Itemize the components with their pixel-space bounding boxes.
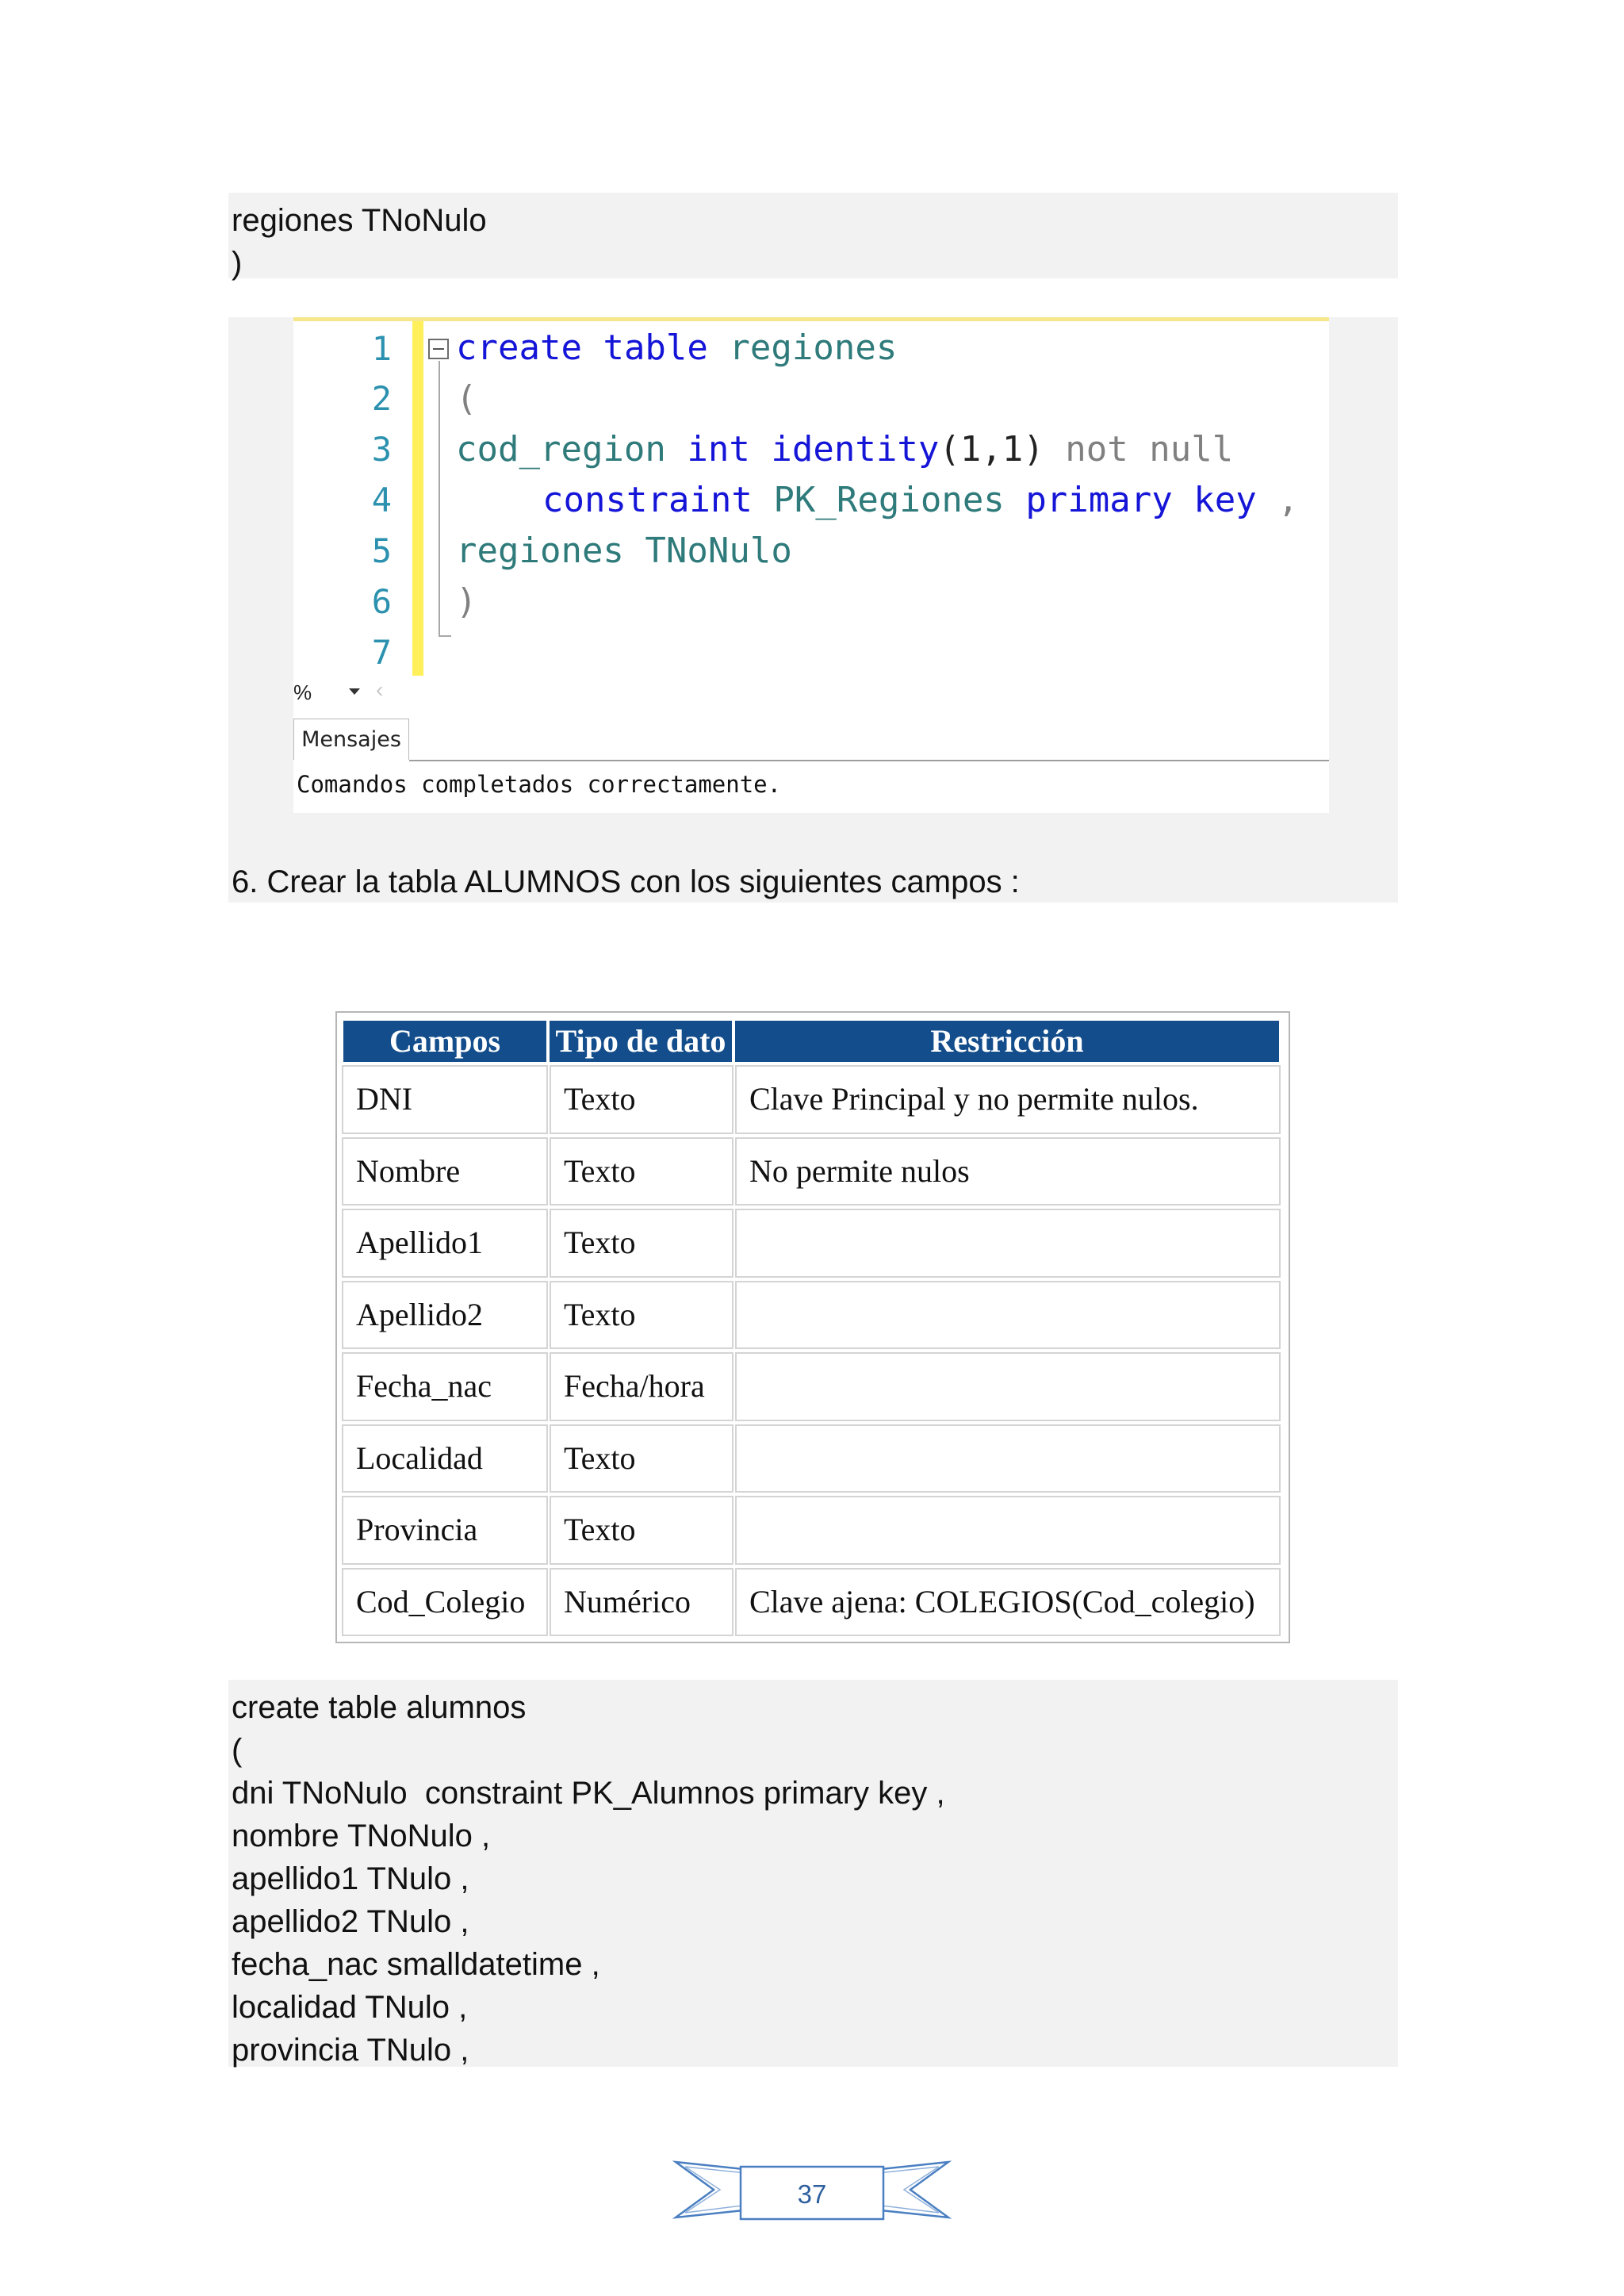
table-cell <box>735 1281 1281 1350</box>
table-cell: Nombre <box>342 1137 548 1206</box>
table-cell: Apellido1 <box>342 1209 548 1278</box>
table-cell: Texto <box>550 1209 733 1278</box>
sql-editor-screenshot-block <box>228 317 1398 903</box>
code-line: regiones TNoNulo <box>232 203 487 238</box>
step-heading: 6. Crear la tabla ALUMNOS con los siguientes campos : <box>232 864 1020 899</box>
table-cell: Localidad <box>342 1424 548 1493</box>
code-line: apellido1 TNulo , <box>232 1861 469 1896</box>
code-line-2: ( <box>456 378 477 419</box>
table-cell <box>735 1424 1281 1493</box>
code-line-3 <box>456 429 1233 470</box>
table-cell: No permite nulos <box>735 1137 1281 1206</box>
line-number: 5 <box>371 531 392 570</box>
zoom-dropdown[interactable]: % <box>293 680 312 704</box>
table-cell <box>735 1352 1281 1421</box>
code-line-5 <box>456 531 792 571</box>
column-name: regiones <box>456 531 624 571</box>
line-number: 2 <box>371 379 392 418</box>
line-number: 3 <box>371 430 392 469</box>
table-header-tipo: Tipo de dato <box>550 1021 732 1062</box>
keyword-int: int <box>687 429 750 470</box>
collapse-icon[interactable] <box>428 339 449 359</box>
keyword-identity: identity <box>771 429 940 470</box>
constraint-name: PK_Regiones <box>773 480 1005 520</box>
column-name: cod_region <box>456 429 666 470</box>
line-number: 1 <box>371 329 392 368</box>
code-line: ( <box>232 1733 243 1768</box>
table-header-campos: Campos <box>343 1021 546 1062</box>
code-text <box>232 1686 945 2072</box>
results-pane <box>293 707 1329 813</box>
keyword-create: create <box>456 328 582 368</box>
identity-args: (1,1) <box>939 429 1044 470</box>
chevron-down-icon[interactable] <box>349 688 360 695</box>
code-line: nombre TNoNulo , <box>232 1819 491 1853</box>
result-message: Comandos completados correctamente. <box>297 771 782 798</box>
line-number: 6 <box>371 582 392 621</box>
tab-divider <box>409 760 1329 761</box>
table-cell: Cod_Colegio <box>342 1568 548 1637</box>
tab-underline-gap <box>293 760 409 761</box>
code-line: localidad TNulo , <box>232 1990 468 2025</box>
table-cell <box>735 1496 1281 1565</box>
line-number: 7 <box>371 633 392 672</box>
code-text <box>232 199 487 285</box>
keyword-primary-key: primary key <box>1025 480 1257 520</box>
comma: , <box>1277 480 1299 520</box>
code-line: create table alumnos <box>232 1690 527 1725</box>
fold-guide-line <box>439 361 440 637</box>
sql-code-block <box>228 1680 1398 2067</box>
sql-editor[interactable] <box>293 317 1329 680</box>
code-line: apellido2 TNulo , <box>232 1904 469 1939</box>
table-cell: Texto <box>550 1137 733 1206</box>
table-cell: Apellido2 <box>342 1281 548 1350</box>
tab-mensajes[interactable]: Mensajes <box>293 719 409 760</box>
page-number-ribbon <box>672 2159 952 2221</box>
table-cell: Texto <box>550 1281 733 1350</box>
fold-guide-end <box>439 635 451 637</box>
scroll-left-icon[interactable]: ‹ <box>376 677 384 702</box>
table-cell: Fecha/hora <box>550 1352 733 1421</box>
code-line: fecha_nac smalldatetime , <box>232 1947 600 1982</box>
zoom-bar <box>293 676 1329 707</box>
table-cell: Texto <box>550 1496 733 1565</box>
table-header-restriccion: Restricción <box>735 1021 1279 1062</box>
code-line-6: ) <box>456 581 477 622</box>
code-line: dni TNoNulo constraint PK_Alumnos primary key , <box>232 1776 945 1811</box>
code-line: provincia TNulo , <box>232 2033 469 2068</box>
change-tracking-bar <box>412 321 423 680</box>
page-number: 37 <box>797 2179 827 2209</box>
code-continuation-block <box>228 193 1398 281</box>
table-cell: DNI <box>342 1065 548 1134</box>
code-line-4 <box>542 480 1299 520</box>
table-cell: Provincia <box>342 1496 548 1565</box>
table-cell: Fecha_nac <box>342 1352 548 1421</box>
table-cell: Clave ajena: COLEGIOS(Cod_colegio) <box>735 1568 1281 1637</box>
code-line: ) <box>232 246 243 281</box>
table-cell: Texto <box>550 1065 733 1134</box>
column-type: TNoNulo <box>645 531 792 571</box>
line-number-gutter <box>293 321 414 680</box>
keyword-not-null: not null <box>1065 429 1234 470</box>
fields-table <box>335 1011 1290 1643</box>
table-cell: Numérico <box>550 1568 733 1637</box>
table-name: regiones <box>729 328 898 368</box>
table-cell: Texto <box>550 1424 733 1493</box>
line-number: 4 <box>371 481 392 519</box>
table-cell <box>735 1209 1281 1278</box>
keyword-constraint: constraint <box>542 480 753 520</box>
table-cell: Clave Principal y no permite nulos. <box>735 1065 1281 1134</box>
code-line-1 <box>456 328 897 368</box>
keyword-table: table <box>603 328 708 368</box>
